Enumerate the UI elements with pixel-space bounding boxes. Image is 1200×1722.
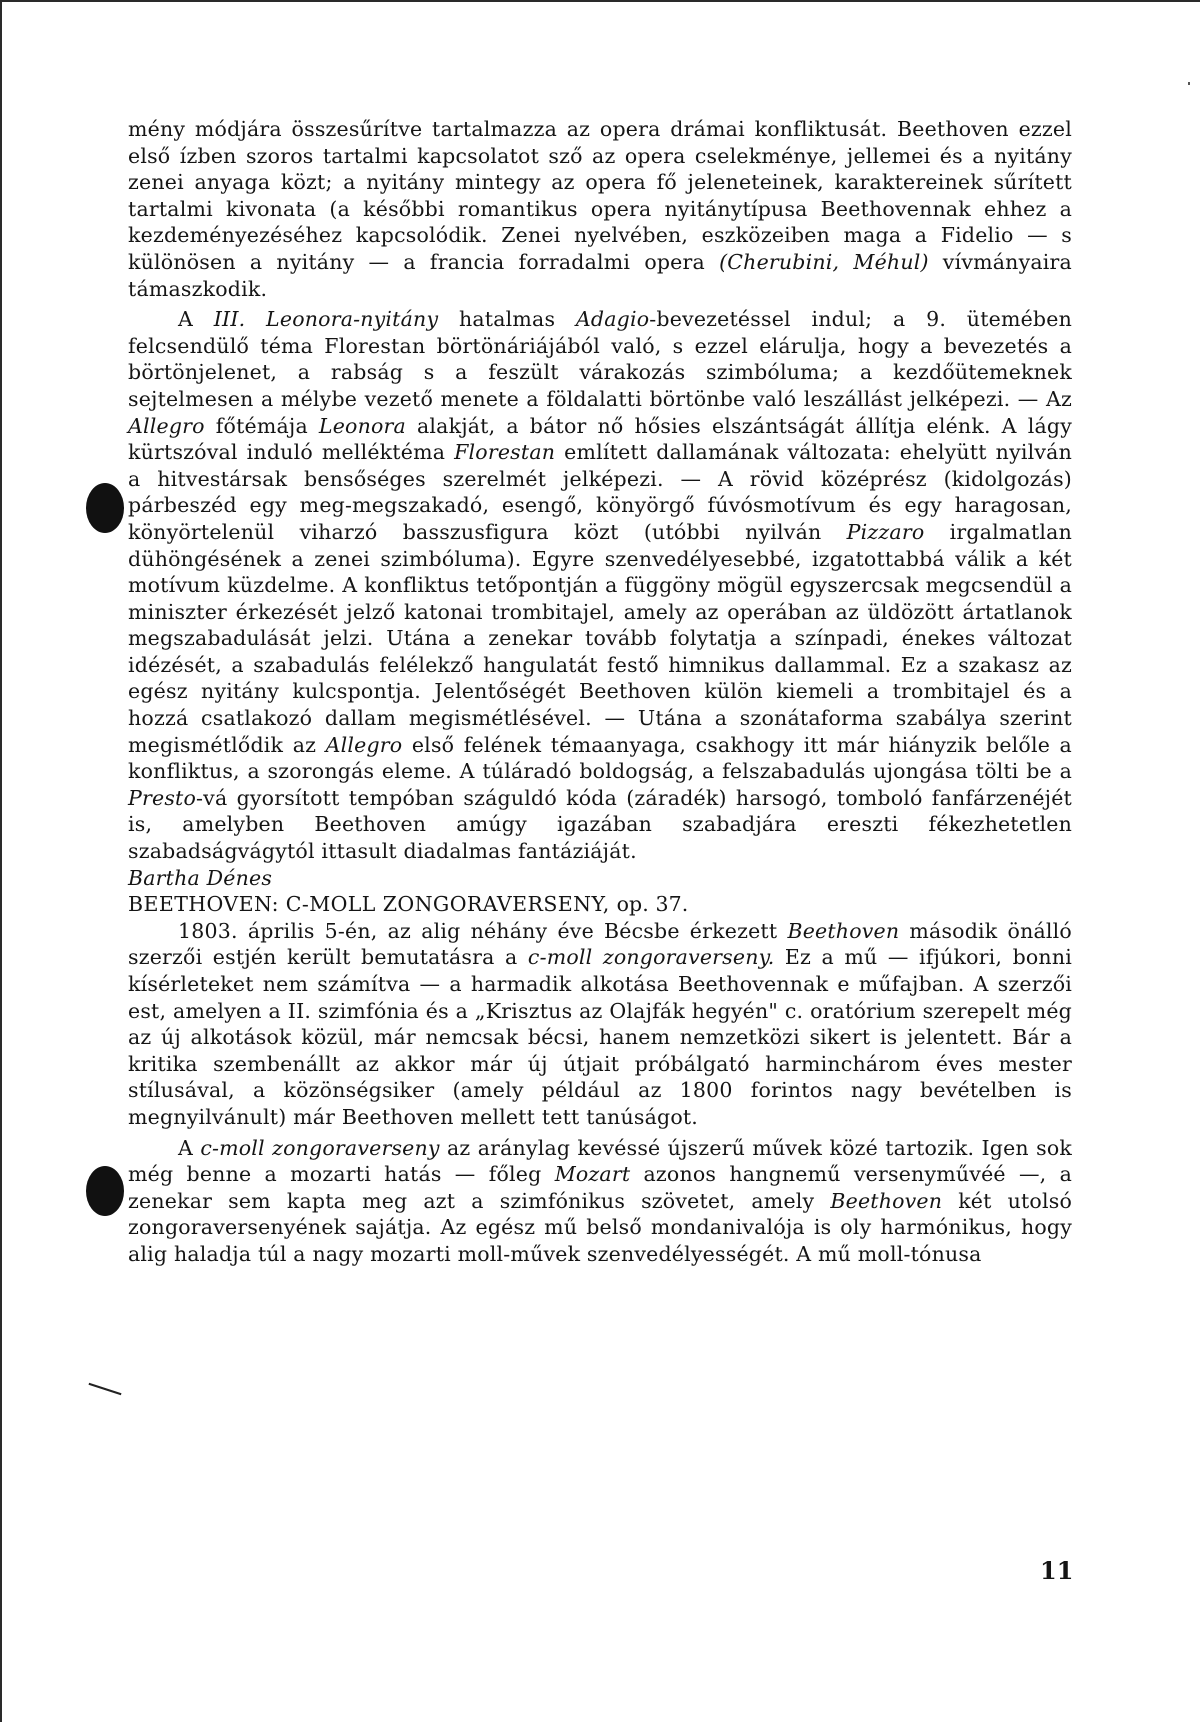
italic-run: c-moll zongoraverseny. — [527, 945, 775, 970]
italic-run: III. Leonora-nyitány — [213, 307, 439, 332]
text-run: -bevezetéssel indul; a 9. ütemében felcsendülő téma Florestan börtönáriájából való, s ezzel elárulja, hogy a bevezetés a börtönjelenet, a rabság s a feszült várakozás szimbóluma; a kezdőütemeknek sejtelmesen a mélybe vezető menete a földalatti börtönbe való leszállást jelképezi. — Az — [128, 307, 1072, 411]
heading-opus: op. 37. — [616, 892, 689, 917]
page-number: 11 — [1040, 1556, 1074, 1585]
italic-run: Beethoven — [787, 918, 900, 943]
italic-run: Pizzaro — [846, 519, 925, 544]
pencil-mark — [89, 1383, 122, 1395]
paragraph-character — [128, 1135, 1072, 1268]
text-run: mény módjára összesűrítve tartalmazza az opera drámai konfliktusát. Beethoven ezzel első ízben szoros tartalmi kapcsolatot sző az opera cselekménye, jellemei és a nyitány zenei anyaga közt; a nyitány mintegy az opera fő jeleneteinek, karaktereinek sűrített tartalmi kivonata (a későbbi romantikus opera nyitánytípusa Beethovennak ehhez a kezdeményezéséhez kapcsolódik. Zenei nyelvében, eszközeiben maga a Fidelio — s különösen a nyitány — a francia forradalmi opera — [128, 117, 1072, 274]
italic-run: Mozart — [554, 1162, 631, 1187]
text-run: második önálló szerzői estjén került bemutatásra a — [128, 918, 1072, 970]
italic-run: Beethoven — [830, 1188, 943, 1213]
italic-run: c-moll zongoraverseny — [200, 1135, 440, 1160]
italic-run: Presto — [128, 785, 197, 810]
text-run: alakját, a bátor nő hősies elszántságát állítja elénk. A lágy kürtszóval induló melléktéma — [128, 413, 1072, 465]
section-heading — [128, 891, 1072, 918]
paragraph-premiere — [128, 918, 1072, 1131]
text-run: első felének témaanyaga, csakhogy itt már hiányzik belőle a konfliktus, a szorongás eleme. A túláradó boldogság, a felszabadulás ujongása tölti be a — [128, 732, 1072, 784]
text-run: hatalmas — [438, 307, 576, 332]
text-run: főtémája — [204, 413, 319, 438]
italic-run: Allegro — [325, 732, 403, 757]
text-run: A — [178, 307, 214, 332]
text-run: Ez a mű — ifjúkori, bonni kísérleteket nem számítva — a harmadik alkotása Beethovennak e műfajban. A szerzői est, amelyen a II. szimfónia és a „Krisztus az Olajfák hegyén" c. oratórium szerepelt még az új alkotások közül, már nemcsak bécsi, hanem nemzetközi sikert is jelentett. Bár a kritika szembenállt az akkor már új útjait próbálgató harminchárom éves mester stílusával, a közönségsiker (amely például az 1800 forintos nagy bevételben is megnyilvánult) már Beethoven mellett tett tanúságot. — [128, 945, 1072, 1129]
binding-hole-bottom — [86, 1166, 124, 1216]
text-run: 1803. április 5-én, az alig néhány éve Bécsbe érkezett — [178, 918, 788, 943]
text-run: azonos hangnemű versenyművéé —, a zenekar sem kapta meg azt a szimfónikus szövetet, amely — [128, 1162, 1073, 1213]
italic-run: Allegro — [128, 413, 205, 438]
page-edge-left — [0, 0, 2, 1722]
italic-run: (Cherubini, Méhul) — [719, 249, 929, 274]
heading-title: BEETHOVEN: C-MOLL ZONGORAVERSENY, — [128, 892, 610, 917]
document-body — [128, 116, 1072, 1268]
text-run: az aránylag kevéssé újszerű művek közé tartozik. Igen sok még benne a mozarti hatás — főleg — [128, 1135, 1072, 1187]
author-signature: Bartha Dénes — [128, 865, 273, 890]
paragraph-fidelio-overture — [128, 116, 1072, 302]
binding-hole-top — [86, 483, 124, 533]
text-run: említett dallamának változata: ehelyütt nyilván a hitvestársak bensőséges szerelmét jelképezi. — A rövid középrész (kidolgozás) párbeszéd egy meg-megszakadó, esengő, könyörgő fúvósmotívum és egy haragosan, könyörtelenül viharzó basszusfigura közt (utóbbi nyilván — [128, 440, 1072, 544]
italic-run: Florestan — [454, 440, 556, 465]
text-run: -vá gyorsított tempóban száguldó kóda (záradék) harsogó, tomboló fanfárzenéjét is, amelyben Beethoven amúgy igazában szabadjára ereszti fékezhetetlen szabadságvágytól ittasult diadalmas fantáziáját. — [128, 785, 1072, 864]
text-run: vívmányaira támaszkodik. — [128, 249, 1072, 301]
paper-speck — [1188, 82, 1190, 85]
paragraph-leonora-overture — [128, 306, 1072, 864]
page-edge-top — [0, 0, 1200, 2]
italic-run: Adagio — [575, 307, 650, 332]
text-run: irgalmatlan dühöngésének a zenei szimbóluma). Egyre szenvedélyesebbé, izgatottabbá válik a két motívum küzdelme. A konfliktus tetőpontján a függöny mögül egyszercsak megcsendül a miniszter érkezését jelző katonai trombitajel, amely az operában az üldözött ártatlanok megszabadulását jelzi. Utána a zenekar tovább folytatja a színpadi, énekes változat idézését, a szabadulás felélekző hangulatát festő himnikus dallammal. Ez a szakasz az egész nyitány kulcspontja. Jelentőségét Beethoven külön kiemeli a trombitajel és a hozzá csatlakozó dallam megismétlésével. — Utána a szonátaforma szabálya szerint megismétlődik az — [128, 519, 1072, 757]
text-run: két utolsó zongoraversenyének sajátja. Az egész mű belső mondanivalója is oly harmónikus, hogy alig haladja túl a nagy mozarti moll-művek szenvedélyességét. A mű moll-tónusa — [128, 1188, 1072, 1266]
text-run: A — [178, 1135, 201, 1160]
italic-run: Leonora — [318, 413, 406, 438]
